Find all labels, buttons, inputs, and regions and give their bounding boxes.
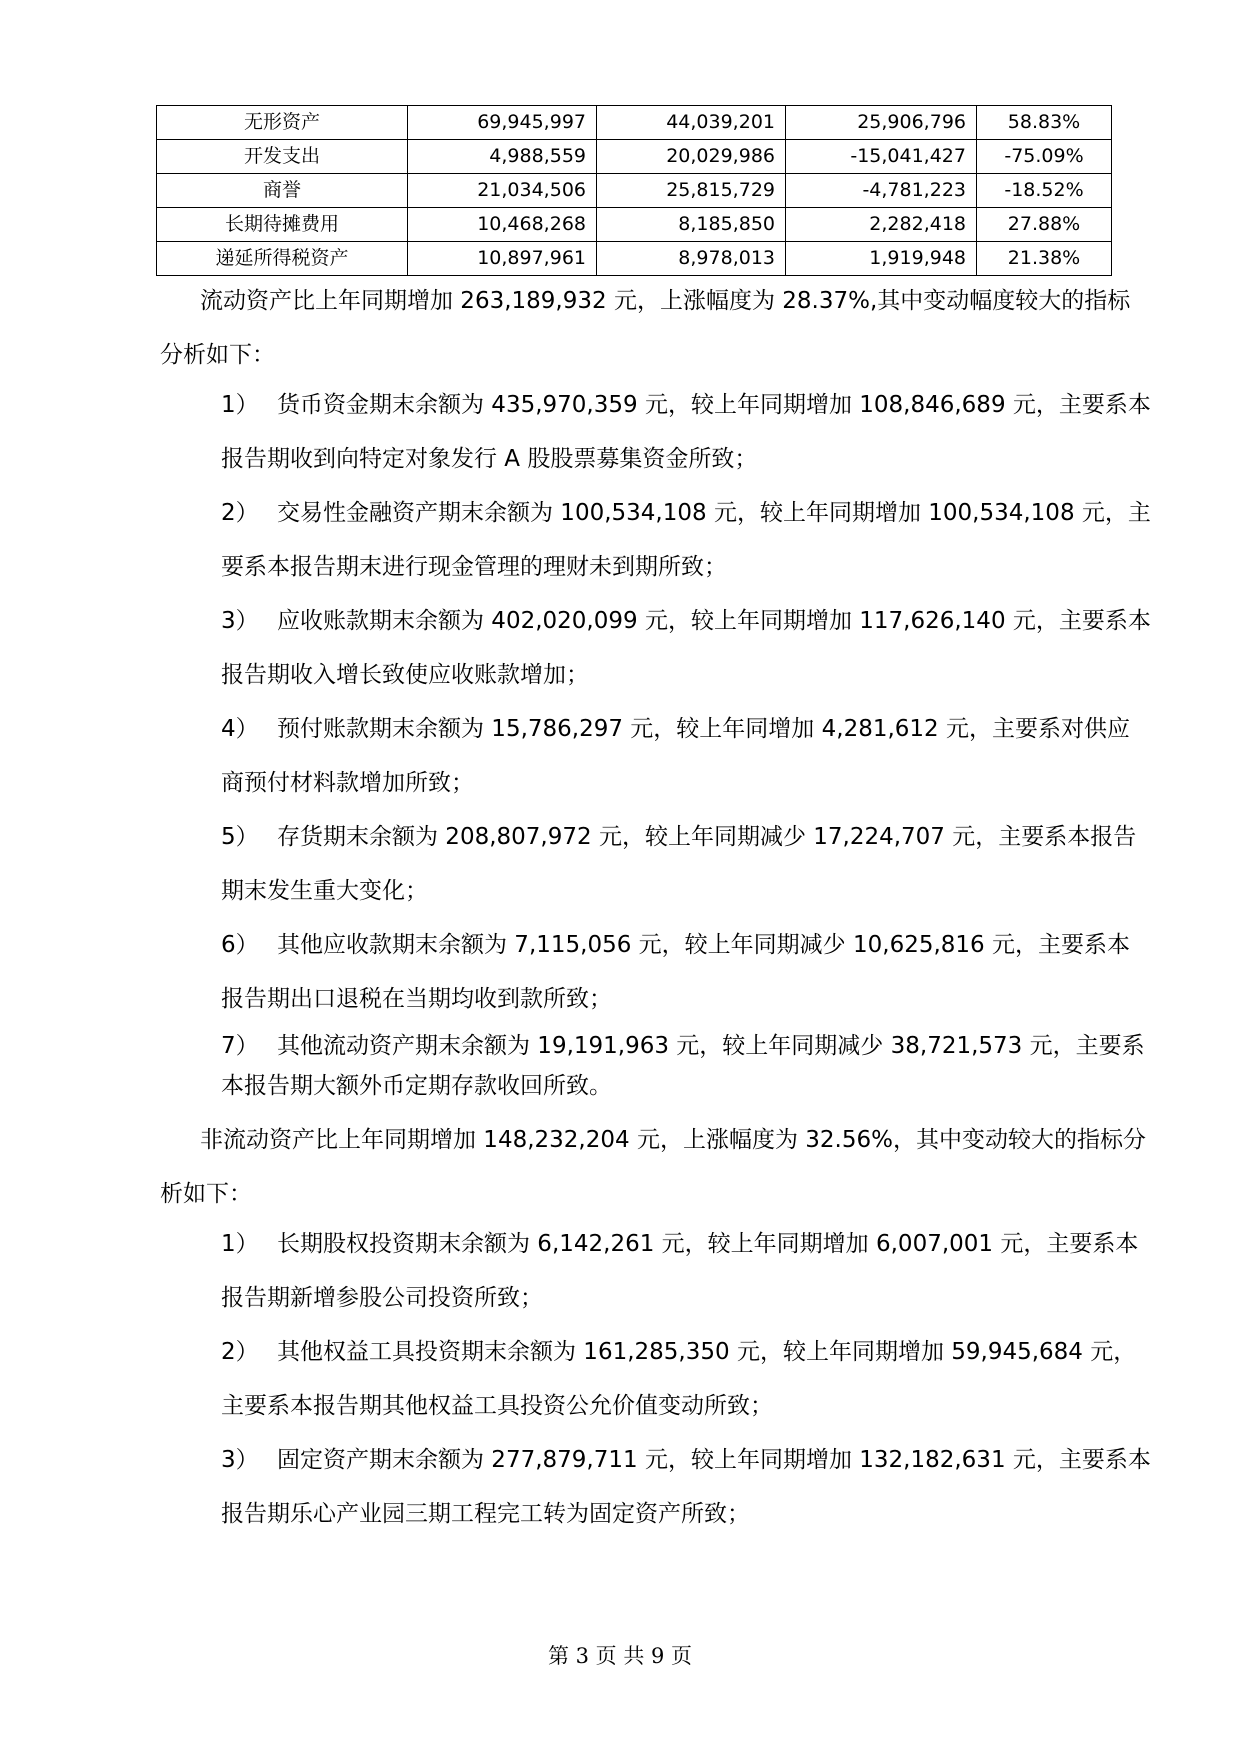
table-cell: 开发支出	[157, 140, 408, 174]
table-cell: 2,282,418	[786, 208, 977, 242]
table-cell: 25,906,796	[786, 106, 977, 140]
list-item	[221, 810, 1151, 918]
item-number: 3）	[221, 608, 259, 634]
list-item	[221, 1026, 1151, 1106]
table-cell: 25,815,729	[597, 174, 786, 208]
item-number: 2）	[221, 1339, 259, 1365]
list-item	[221, 702, 1151, 810]
table-cell: 10,468,268	[408, 208, 597, 242]
table-cell: 27.88%	[977, 208, 1112, 242]
noncurrent-assets-intro: 非流动资产比上年同期增加 148,232,204 元，上涨幅度为 32.56%，其中变动较大的指标分析如下：	[160, 1127, 1146, 1207]
table-row	[157, 174, 1112, 208]
item-text: 固定资产期末余额为 277,879,711 元，较上年同期增加 132,182,631 元，主要系本报告期乐心产业园三期工程完工转为固定资产所致；	[221, 1447, 1151, 1527]
table-row	[157, 106, 1112, 140]
item-number: 6）	[221, 932, 259, 958]
list-item	[221, 378, 1151, 486]
item-number: 1）	[221, 1231, 259, 1257]
table-cell: 无形资产	[157, 106, 408, 140]
table-cell: -18.52%	[977, 174, 1112, 208]
list-item	[221, 1325, 1151, 1433]
list-item	[221, 1217, 1151, 1325]
asset-change-table	[156, 105, 1112, 276]
list-item	[221, 1433, 1151, 1541]
table-cell: -75.09%	[977, 140, 1112, 174]
table-cell: 长期待摊费用	[157, 208, 408, 242]
table-cell: 1,919,948	[786, 242, 977, 276]
table-cell: 44,039,201	[597, 106, 786, 140]
table-cell: 8,185,850	[597, 208, 786, 242]
table-cell: 58.83%	[977, 106, 1112, 140]
table-cell: 商誉	[157, 174, 408, 208]
table-row	[157, 208, 1112, 242]
item-text: 长期股权投资期末余额为 6,142,261 元，较上年同期增加 6,007,001 元，主要系本报告期新增参股公司投资所致；	[221, 1231, 1139, 1311]
item-number: 7）	[221, 1033, 259, 1059]
table-row	[157, 242, 1112, 276]
table-cell: 20,029,986	[597, 140, 786, 174]
item-number: 2）	[221, 500, 259, 526]
table-cell: 10,897,961	[408, 242, 597, 276]
list-item	[221, 918, 1151, 1026]
item-text: 其他应收款期末余额为 7,115,056 元，较上年同期减少 10,625,816 元，主要系本报告期出口退税在当期均收到款所致；	[221, 932, 1130, 1012]
item-text: 货币资金期末余额为 435,970,359 元，较上年同期增加 108,846,689 元，主要系本报告期收到向特定对象发行 A 股股票募集资金所致；	[221, 392, 1151, 472]
item-number: 3）	[221, 1447, 259, 1473]
item-number: 1）	[221, 392, 259, 418]
item-text: 其他流动资产期末余额为 19,191,963 元，较上年同期减少 38,721,573 元，主要系本报告期大额外币定期存款收回所致。	[221, 1033, 1145, 1099]
item-number: 4）	[221, 716, 259, 742]
list-item	[221, 594, 1151, 702]
list-item	[221, 486, 1151, 594]
item-text: 存货期末余额为 208,807,972 元，较上年同期减少 17,224,707 元，主要系本报告期末发生重大变化；	[221, 824, 1137, 904]
item-text: 交易性金融资产期末余额为 100,534,108 元，较上年同期增加 100,534,108 元，主要系本报告期末进行现金管理的理财未到期所致；	[221, 500, 1151, 580]
table-cell: 4,988,559	[408, 140, 597, 174]
table-cell: 8,978,013	[597, 242, 786, 276]
table-cell: -4,781,223	[786, 174, 977, 208]
table-cell: 21.38%	[977, 242, 1112, 276]
current-assets-intro: 流动资产比上年同期增加 263,189,932 元，上涨幅度为 28.37%,其中变动幅度较大的指标分析如下：	[160, 288, 1131, 368]
table-cell: 递延所得税资产	[157, 242, 408, 276]
item-number: 5）	[221, 824, 259, 850]
table-row	[157, 140, 1112, 174]
page-number-footer: 第 3 页 共 9 页	[547, 1644, 693, 1668]
item-text: 应收账款期末余额为 402,020,099 元，较上年同期增加 117,626,140 元，主要系本报告期收入增长致使应收账款增加；	[221, 608, 1151, 688]
item-text: 其他权益工具投资期末余额为 161,285,350 元，较上年同期增加 59,945,684 元，主要系本报告期其他权益工具投资公允价值变动所致；	[221, 1339, 1137, 1419]
item-text: 预付账款期末余额为 15,786,297 元，较上年同增加 4,281,612 元，主要系对供应商预付材料款增加所致；	[221, 716, 1130, 796]
table-cell: 69,945,997	[408, 106, 597, 140]
table-cell: 21,034,506	[408, 174, 597, 208]
table-cell: -15,041,427	[786, 140, 977, 174]
